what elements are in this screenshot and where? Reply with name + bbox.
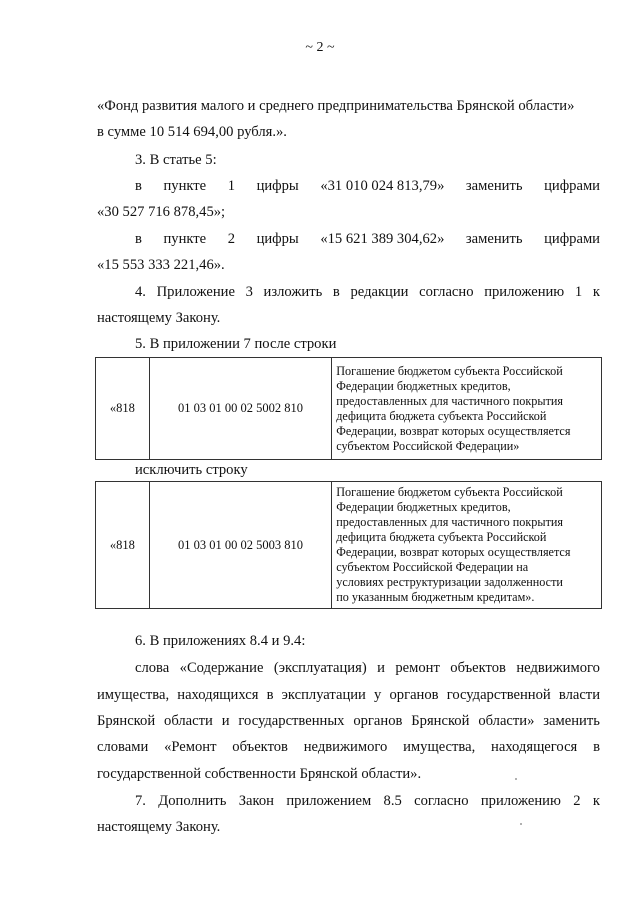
word: заменить — [465, 178, 523, 194]
word: 1 — [574, 284, 583, 300]
word: Брянской — [411, 713, 470, 729]
paragraph-line: «Фонд развития малого и среднего предпринимательства Брянской области» — [97, 98, 575, 114]
description-line: Федерации, возврат которых осуществляется — [336, 545, 571, 559]
word: 2 — [573, 793, 581, 809]
word: цифры — [256, 231, 299, 247]
description-line: условиях реструктуризации задолженности — [336, 575, 563, 589]
table-cell-code: «818 — [96, 358, 150, 460]
paragraph-heading: 5. В приложении 7 после строки — [135, 336, 337, 352]
paragraph-line: «30 527 716 878,45»; — [97, 204, 226, 220]
word: государственных — [238, 713, 345, 729]
justified-line — [135, 659, 600, 677]
description-line: дефицита бюджета субъекта Российской — [336, 530, 547, 544]
word: 4. — [135, 284, 146, 300]
word: приложением — [286, 793, 372, 809]
description-line: предоставленных для частичного покрытия — [336, 393, 564, 408]
word: 2 — [227, 231, 235, 247]
word: Приложение — [156, 284, 235, 300]
word: объектов — [232, 739, 288, 755]
word: и — [221, 713, 230, 729]
word: 3 — [245, 284, 253, 300]
description-line: по указанным бюджетным кредитам». — [336, 590, 535, 604]
justified-line — [135, 283, 600, 301]
word: заменить — [465, 231, 523, 247]
word: Закон — [238, 793, 274, 809]
word: ремонт — [395, 660, 440, 676]
page-number: ~ 2 ~ — [305, 40, 335, 55]
description-line: субъектом Российской Федерации на — [336, 560, 529, 574]
word: власти — [558, 687, 600, 703]
word: слова — [135, 660, 170, 676]
word: изложить — [263, 284, 323, 300]
word: согласно — [419, 284, 474, 300]
word: в — [266, 687, 274, 703]
word: Дополнить — [158, 793, 227, 809]
table-cell-description — [332, 482, 602, 609]
word: словами — [97, 739, 149, 755]
paragraph-line: в сумме 10 514 694,00 рубля.». — [97, 124, 287, 140]
word: пункте — [163, 231, 207, 247]
word: Брянской — [97, 713, 156, 729]
word: согласно — [414, 793, 469, 809]
paragraph-line: настоящему Закону. — [97, 310, 221, 326]
word: органов — [389, 687, 439, 703]
word: к — [592, 284, 600, 300]
word: недвижимого — [303, 739, 388, 755]
justified-line — [97, 712, 600, 730]
word: имущества, — [403, 739, 476, 755]
word: имущества, — [97, 687, 170, 703]
word: (эксплуатация) — [273, 660, 367, 676]
word: «Содержание — [179, 660, 264, 676]
table-cell-code: «818 — [96, 482, 150, 609]
word: «31 010 024 813,79» — [320, 178, 445, 194]
paragraph-heading: 6. В приложениях 8.4 и 9.4: — [135, 633, 306, 649]
description-line: дефицита бюджета субъекта Российской — [336, 408, 547, 423]
paragraph-line: государственной собственности Брянской области». — [97, 766, 422, 782]
word: цифрами — [544, 178, 600, 194]
word: заменить — [543, 713, 600, 729]
paragraph-line: исключить строку — [135, 462, 248, 478]
table-after-row — [95, 357, 602, 460]
scan-speck — [515, 778, 517, 780]
scan-speck — [520, 823, 522, 825]
word: и — [377, 660, 385, 676]
word: 1 — [227, 178, 235, 194]
word: «15 621 389 304,62» — [320, 231, 445, 247]
justified-line — [135, 792, 600, 810]
word: области — [164, 713, 213, 729]
word: цифрами — [544, 231, 600, 247]
word: редакции — [350, 284, 409, 300]
word: в — [135, 178, 142, 194]
description-line: Погашение бюджетом субъекта Российской — [336, 363, 563, 378]
word: в — [593, 739, 600, 755]
table-cell-kbk: 01 03 01 00 02 5003 810 — [149, 482, 332, 609]
table-cell-kbk: 01 03 01 00 02 5002 810 — [149, 358, 332, 460]
description-line: Федерации бюджетных кредитов, — [336, 500, 511, 514]
paragraph-heading: 3. В статье 5: — [135, 152, 217, 168]
word: находящихся — [177, 687, 259, 703]
word: в — [332, 284, 340, 300]
word: области» — [478, 713, 535, 729]
word: 8.5 — [383, 793, 402, 809]
word: приложению — [484, 284, 565, 300]
word: у — [374, 687, 382, 703]
description-line: Погашение бюджетом субъекта Российской — [336, 485, 563, 499]
word: приложению — [480, 793, 561, 809]
table-excluded-row — [95, 481, 602, 609]
word: недвижимого — [516, 660, 600, 676]
word: пункте — [163, 178, 207, 194]
description-line: субъектом Российской Федерации» — [336, 438, 520, 453]
description-line: Федерации, возврат которых осуществляется — [336, 423, 571, 438]
word: находящегося — [491, 739, 578, 755]
justified-line — [135, 177, 600, 195]
justified-line — [97, 686, 600, 704]
description-line: Федерации бюджетных кредитов, — [336, 378, 511, 393]
paragraph-line: «15 553 333 221,46». — [97, 257, 225, 273]
paragraph-line: настоящему Закону. — [97, 819, 221, 835]
word: объектов — [450, 660, 506, 676]
justified-line — [135, 230, 600, 248]
word: органов — [353, 713, 403, 729]
word: «Ремонт — [164, 739, 217, 755]
word: 7. — [135, 793, 146, 809]
word: государственной — [446, 687, 551, 703]
word: к — [592, 793, 600, 809]
table-cell-description — [332, 358, 602, 460]
justified-line — [97, 738, 600, 756]
word: в — [135, 231, 142, 247]
word: цифры — [256, 178, 299, 194]
word: эксплуатации — [281, 687, 366, 703]
description-line: предоставленных для частичного покрытия — [336, 515, 564, 529]
